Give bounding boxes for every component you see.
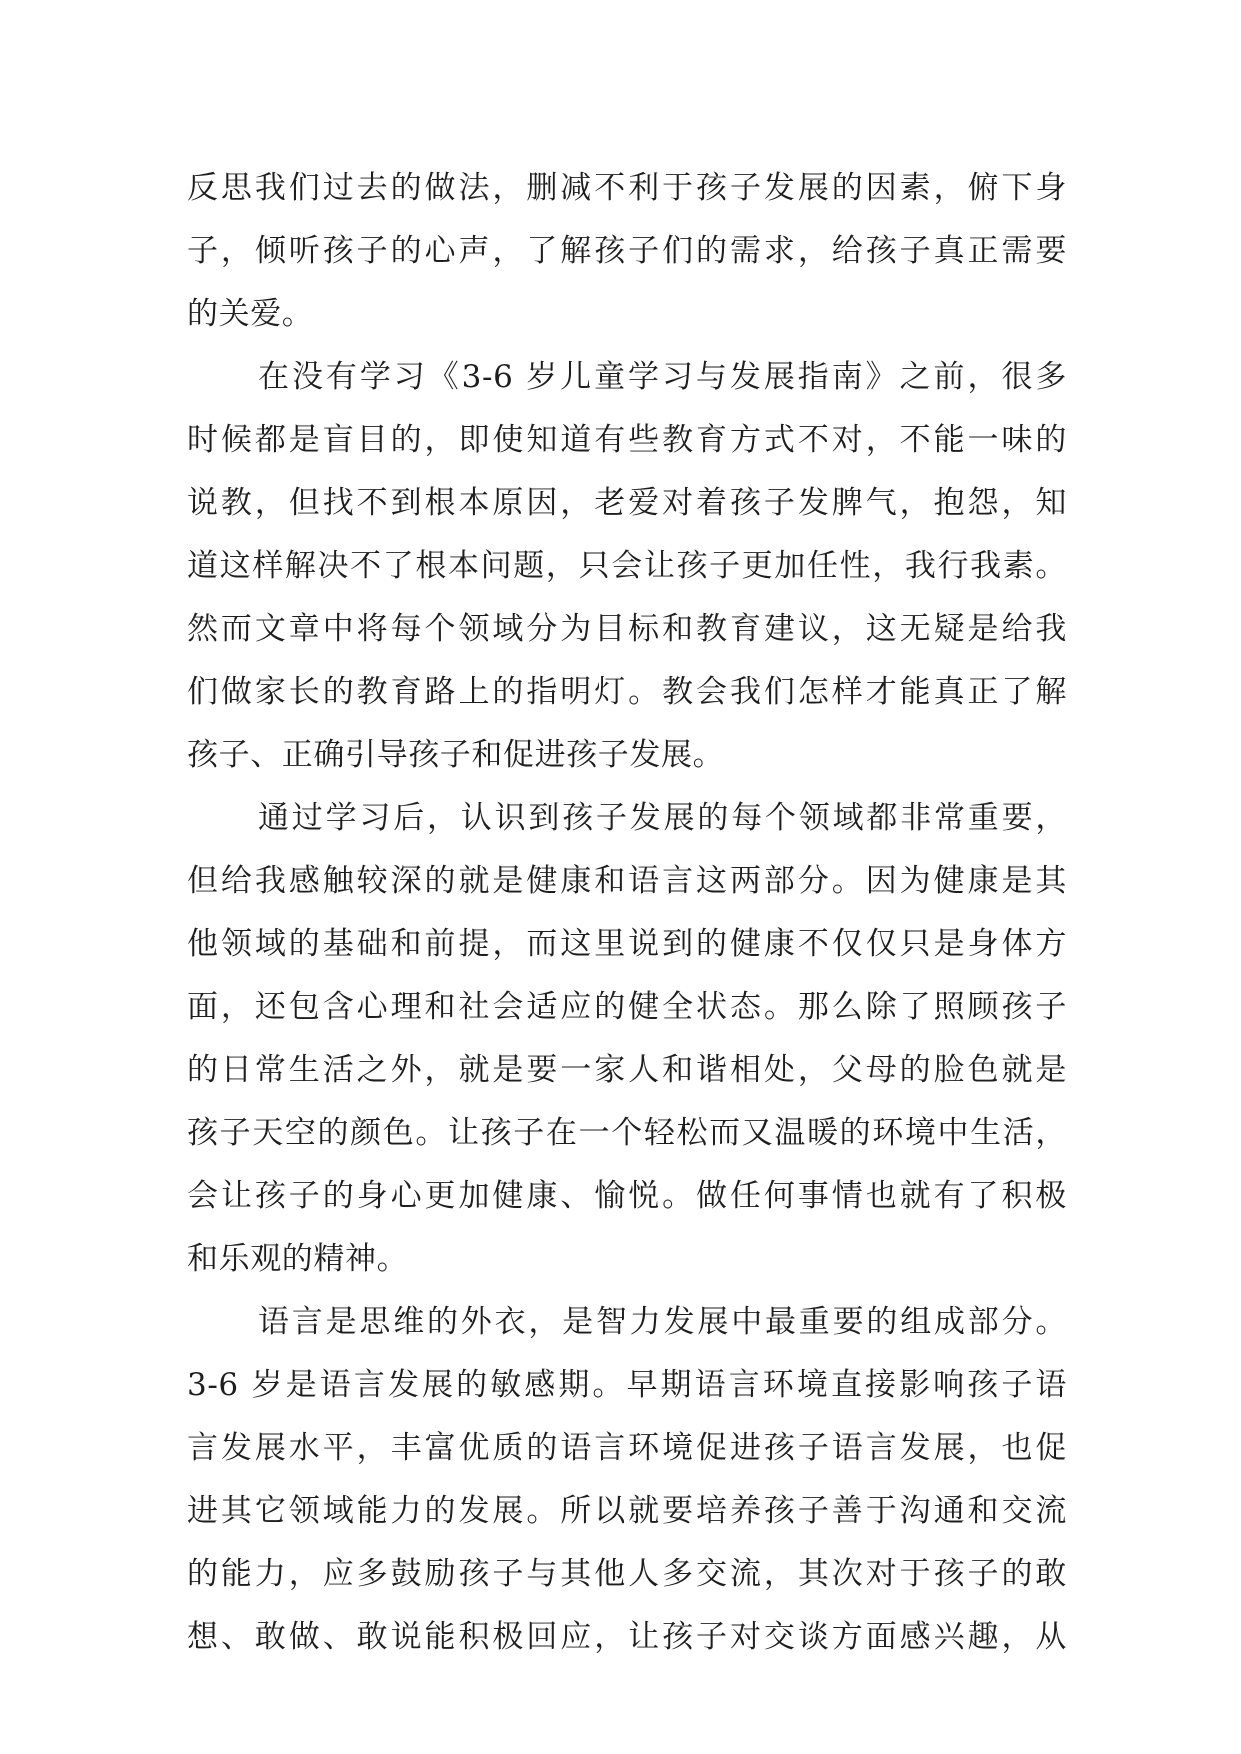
text-line: 言发展水平，丰富优质的语言环境促进孩子语言发展，也促 (187, 1430, 1067, 1466)
text-line: 想、敢做、敢说能积极回应，让孩子对交谈方面感兴趣，从 (187, 1619, 1067, 1655)
text-line: 道这样解决不了根本问题，只会让孩子更加任性，我行我素。 (187, 548, 1067, 584)
text-line: 面，还包含心理和社会适应的健全状态。那么除了照顾孩子 (187, 989, 1067, 1025)
text-line: 他领域的基础和前提，而这里说到的健康不仅仅只是身体方 (187, 926, 1067, 962)
text-line: 进其它领域能力的发展。所以就要培养孩子善于沟通和交流 (187, 1493, 1067, 1529)
text-line: 说教，但找不到根本原因，老爱对着孩子发脾气，抱怨，知 (187, 485, 1067, 521)
text-line: 子，倾听孩子的心声，了解孩子们的需求，给孩子真正需要 (187, 233, 1067, 269)
text-line: 时候都是盲目的，即使知道有些教育方式不对，不能一味的 (187, 422, 1067, 458)
text-line: 的日常生活之外，就是要一家人和谐相处，父母的脸色就是 (187, 1052, 1067, 1088)
text-line: 们做家长的教育路上的指明灯。教会我们怎样才能真正了解 (187, 674, 1067, 710)
text-line: 会让孩子的身心更加健康、愉悦。做任何事情也就有了积极 (187, 1178, 1067, 1214)
text-line: 孩子、正确引导孩子和促进孩子发展。 (187, 737, 725, 773)
text-line: 通过学习后，认识到孩子发展的每个领域都非常重要， (258, 800, 1067, 836)
text-line: 和乐观的精神。 (187, 1241, 409, 1277)
text-line: 在没有学习《3-6 岁儿童学习与发展指南》之前，很多 (258, 359, 1067, 395)
body-text (187, 157, 1067, 1669)
text-line: 语言是思维的外衣，是智力发展中最重要的组成部分。 (258, 1304, 1067, 1340)
text-line: 然而文章中将每个领域分为目标和教育建议，这无疑是给我 (187, 611, 1067, 647)
text-line: 但给我感触较深的就是健康和语言这两部分。因为健康是其 (187, 863, 1067, 899)
text-line: 的关爱。 (187, 296, 314, 332)
text-line: 孩子天空的颜色。让孩子在一个轻松而又温暖的环境中生活， (187, 1115, 1067, 1151)
text-line: 的能力，应多鼓励孩子与其他人多交流，其次对于孩子的敢 (187, 1556, 1067, 1592)
text-line: 反思我们过去的做法，删减不利于孩子发展的因素，俯下身 (187, 170, 1067, 206)
text-line: 3-6 岁是语言发展的敏感期。早期语言环境直接影响孩子语 (187, 1367, 1067, 1403)
